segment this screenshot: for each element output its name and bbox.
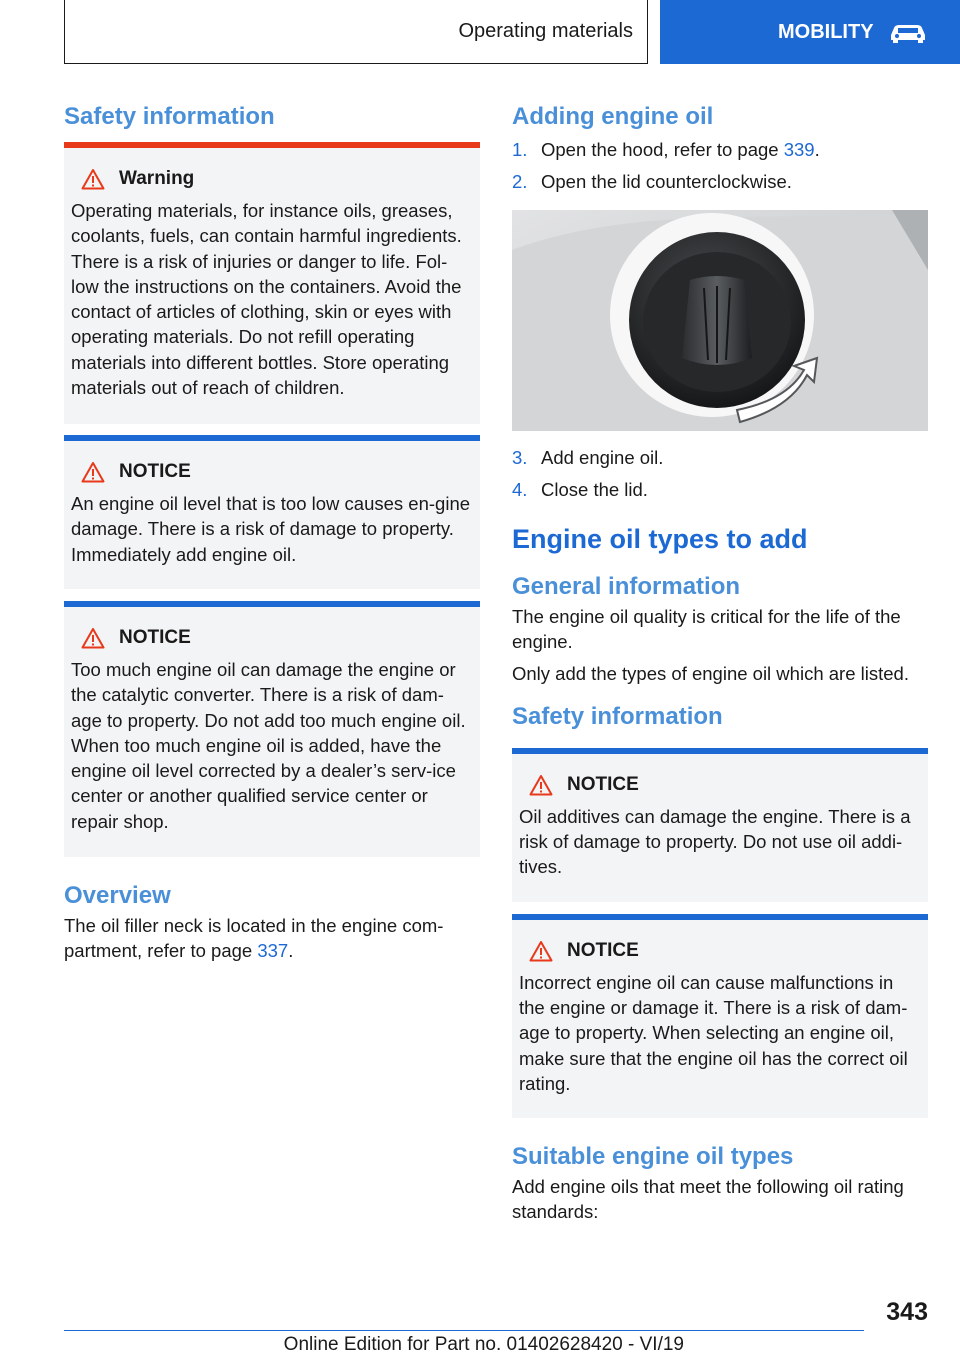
notice-text: An engine oil level that is too low causes en-gine damage. There is a risk of damage to property. Immediately add engine oil. xyxy=(71,493,471,565)
suitable-oil-types-heading: Suitable engine oil types xyxy=(512,1142,794,1170)
warning-triangle-icon xyxy=(81,627,105,649)
notice-label: NOTICE xyxy=(119,627,191,648)
notice-label: NOTICE xyxy=(119,461,191,482)
list-item xyxy=(512,442,928,474)
overview-heading: Overview xyxy=(64,882,171,909)
notice-box-oil-too-much xyxy=(64,601,480,857)
list-item xyxy=(512,166,928,198)
overview-text: The oil filler neck is located in the engine com-partment, refer to page 337. xyxy=(64,915,444,962)
safety-information-heading-2: Safety information xyxy=(512,702,723,730)
notice-text: Incorrect engine oil can cause malfunctions in the engine or damage it. There is a risk of dam-age to property. When selecting an engine oil, make sure that the engine oil has the correct oil rating. xyxy=(519,971,908,1095)
suitable-text: Add engine oils that meet the following oil rating standards: xyxy=(512,1175,904,1223)
step-text: Open the lid counterclockwise. xyxy=(541,171,792,192)
list-item xyxy=(512,474,928,506)
general-information-heading: General information xyxy=(512,573,741,600)
general-text-2: Only add the types of engine oil which are listed. xyxy=(512,662,909,684)
car-icon xyxy=(888,21,928,43)
notice-box-oil-low xyxy=(64,435,480,589)
warning-triangle-icon xyxy=(81,461,105,483)
left-column xyxy=(64,100,480,964)
step-text: Close the lid. xyxy=(541,479,648,500)
footer-rule xyxy=(64,1330,864,1331)
notice-text: Oil additives can damage the engine. There is a risk of damage to property. Do not use oil addi-tives. xyxy=(519,805,911,878)
edition-text: Online Edition for Part no. 01402628420 - VI/19 xyxy=(283,1334,684,1355)
running-header-section xyxy=(64,0,648,64)
right-column xyxy=(512,100,928,1224)
page-link-339[interactable]: 339 xyxy=(783,139,815,160)
engine-oil-types-heading: Engine oil types to add xyxy=(512,524,808,554)
step-number: 3. xyxy=(512,447,528,468)
warning-label: Warning xyxy=(119,168,195,189)
notice-label: NOTICE xyxy=(567,773,639,795)
step-number: 4. xyxy=(512,479,528,500)
oil-filler-cap-photo xyxy=(512,210,928,431)
warning-triangle-icon xyxy=(529,774,553,796)
page-number: 343 xyxy=(886,1298,928,1326)
chapter-title: MOBILITY xyxy=(778,20,874,43)
warning-triangle-icon xyxy=(81,168,105,190)
section-title: Operating materials xyxy=(458,20,633,42)
steps-list-b xyxy=(512,442,928,506)
steps-list-a xyxy=(512,134,928,198)
chapter-tab xyxy=(660,0,960,64)
warning-triangle-icon xyxy=(529,940,553,962)
step-number: 1. xyxy=(512,139,528,160)
notice-text: Too much engine oil can damage the engine or the catalytic converter. There is a risk of dam-age to property. Do not add too much engine oil. When too much engine oil is added, have the engine oil level corrected by a dealer’s serv-ice center or another qualified service center or repair shop. xyxy=(71,659,466,832)
list-item: 1. Open the hood, refer to page 339. xyxy=(512,134,928,166)
notice-box-incorrect-oil xyxy=(512,914,928,1118)
adding-engine-oil-heading: Adding engine oil xyxy=(512,103,714,130)
page-link-337[interactable]: 337 xyxy=(257,940,289,962)
notice-label: NOTICE xyxy=(567,939,639,961)
step-text: Add engine oil. xyxy=(541,447,664,468)
step-number: 2. xyxy=(512,171,528,192)
general-text-1: The engine oil quality is critical for the life of the engine. xyxy=(512,606,901,653)
warning-text: Operating materials, for instance oils, greases, coolants, fuels, can contain harmful ingredients. There is a risk of injuries or danger to life. Fol-low the instructions on the containers. Avoid the contact of articles of clothing, skin or eyes with operating materials. Do not refill operating materials into different bottles. Store operating materials out of reach of children. xyxy=(71,200,462,399)
notice-box-oil-additives xyxy=(512,748,928,902)
warning-box xyxy=(64,142,480,424)
safety-information-heading: Safety information xyxy=(64,103,275,130)
